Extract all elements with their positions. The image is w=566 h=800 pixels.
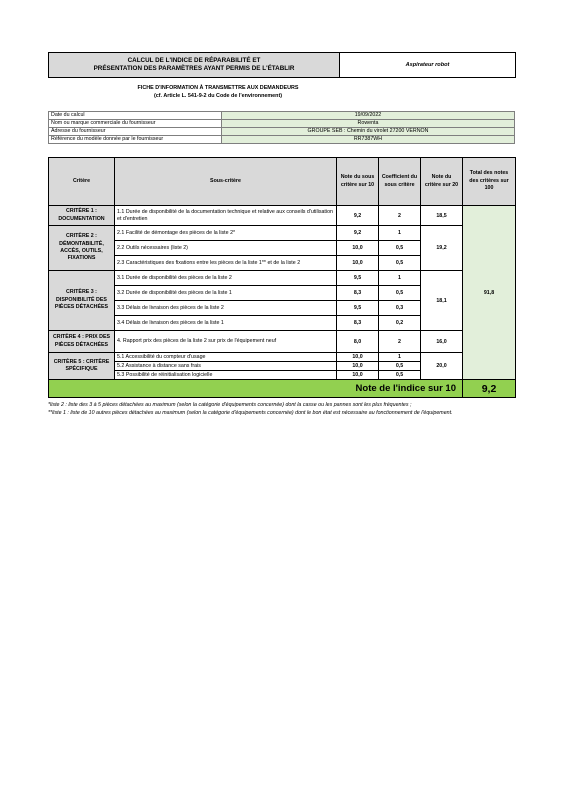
subtitle-line-2: (cf. Article L. 541-9-2 du Code de l'environnement)	[153, 93, 283, 99]
sub-criterion: 5.1 Accessibilité du compteur d'usage	[115, 353, 337, 362]
info-row	[49, 120, 515, 128]
info-label: Date du calcul	[49, 112, 222, 120]
info-value: RR7387WH	[222, 136, 515, 144]
header-note20: Note du critère sur 20	[421, 158, 463, 206]
criterion-score: 19,2	[421, 226, 463, 271]
supplier-info-table	[48, 111, 515, 144]
sub-criterion: 3.4 Délais de livraison des pièces de la liste 1	[115, 316, 337, 331]
coefficient: 0,5	[379, 362, 421, 371]
header-note10: Note du sous critère sur 10	[337, 158, 379, 206]
info-row	[49, 128, 515, 136]
coefficient: 2	[379, 206, 421, 226]
coefficient: 0,3	[379, 301, 421, 316]
sub-score: 10,0	[337, 256, 379, 271]
header-critere: Critère	[49, 158, 115, 206]
criterion-4: CRITÈRE 4 : PRIX DES PIÈCES DÉTACHÉES	[49, 331, 115, 353]
info-value: Rowenta	[222, 120, 515, 128]
sub-criterion: 2.1 Facilité de démontage des pièces de la liste 2*	[115, 226, 337, 241]
sub-score: 9,5	[337, 271, 379, 286]
footnote-list-1: **liste 1 : liste de 10 autres pièces détachées au maximum (selon la catégorie d'équipements concernée) dont le bon état est nécessaire au fonctionnement de l'équipement.	[48, 410, 453, 416]
total-score: 91,8	[463, 206, 516, 380]
sub-criterion: 5.2 Assistance à distance sans frais	[115, 362, 337, 371]
info-label: Nom ou marque commerciale du fournisseur	[49, 120, 222, 128]
info-value: 19/09/2022	[222, 112, 515, 120]
header-sous-critere: Sous-critère	[115, 158, 337, 206]
info-row	[49, 112, 515, 120]
sub-criterion: 3.1 Durée de disponibilité des pièces de la liste 2	[115, 271, 337, 286]
coefficient: 0,5	[379, 286, 421, 301]
coefficient: 0,2	[379, 316, 421, 331]
sub-score: 10,0	[337, 371, 379, 380]
table-row	[49, 331, 516, 353]
sub-criterion: 1.1 Durée de disponibilité de la documentation technique et relative aux conseils d'utilisation et d'entretien	[115, 206, 337, 226]
criterion-1: CRITÈRE 1 : DOCUMENTATION	[49, 206, 115, 226]
product-type: Aspirateur robot	[405, 62, 450, 68]
subtitle-line-1: FICHE D'INFORMATION À TRANSMETTRE AUX DEMANDEURS	[137, 85, 299, 91]
sub-criterion: 3.3 Délais de livraison des pièces de la liste 2	[115, 301, 337, 316]
sub-score: 8,3	[337, 286, 379, 301]
sub-criterion: 4. Rapport prix des pièces de la liste 2 sur prix de l'équipement neuf	[115, 331, 337, 353]
sub-score: 9,5	[337, 301, 379, 316]
sub-score: 10,0	[337, 241, 379, 256]
coefficient: 1	[379, 271, 421, 286]
criterion-5: CRITÈRE 5 : CRITÈRE SPÉCIFIQUE	[49, 353, 115, 380]
sub-criterion: 5.3 Possibilité de réinitialisation logicielle	[115, 371, 337, 380]
coefficient: 1	[379, 353, 421, 362]
sub-criterion: 2.3 Caractéristiques des fixations entre les pièces de la liste 1** et de la liste 2	[115, 256, 337, 271]
table-row	[49, 271, 516, 286]
sub-criterion: 2.2 Outils nécessaires (liste 2)	[115, 241, 337, 256]
sub-score: 10,0	[337, 353, 379, 362]
table-row	[49, 226, 516, 241]
coefficient: 2	[379, 331, 421, 353]
sub-score: 10,0	[337, 362, 379, 371]
document-title	[49, 53, 340, 77]
sub-score: 9,2	[337, 206, 379, 226]
sub-score: 8,3	[337, 316, 379, 331]
coefficient: 0,5	[379, 371, 421, 380]
table-header-row	[49, 158, 516, 206]
criterion-3: CRITÈRE 3 : DISPONIBILITÉ DES PIÈCES DÉTACHÉES	[49, 271, 115, 331]
header-total: Total des notes des critères sur 100	[463, 158, 516, 206]
info-row	[49, 136, 515, 144]
criterion-2: CRITÈRE 2 : DÉMONTABILITÉ, ACCÈS, OUTILS, FIXATIONS	[49, 226, 115, 271]
info-label: Adresse du fournisseur	[49, 128, 222, 136]
table-row	[49, 353, 516, 362]
coefficient: 0,5	[379, 256, 421, 271]
criterion-score: 18,5	[421, 206, 463, 226]
table-row	[49, 206, 516, 226]
sub-score: 9,2	[337, 226, 379, 241]
title-line-1: CALCUL DE L'INDICE DE RÉPARABILITÉ ET	[127, 56, 261, 64]
criterion-score: 18,1	[421, 271, 463, 331]
criterion-score: 16,0	[421, 331, 463, 353]
criterion-score: 20,0	[421, 353, 463, 380]
final-score-row	[49, 380, 516, 398]
final-score-label: Note de l'indice sur 10	[49, 380, 463, 398]
footnote-list-2: *liste 2 : liste des 3 à 5 pièces détachées au maximum (selon la catégorie d'équipements concernée) dont la casse ou les pannes sont les plus fréquentes ;	[48, 402, 412, 408]
sub-criterion: 3.2 Durée de disponibilité des pièces de la liste 1	[115, 286, 337, 301]
info-label: Référence du modèle donnée par le fournisseur	[49, 136, 222, 144]
coefficient: 1	[379, 226, 421, 241]
coefficient: 0,5	[379, 241, 421, 256]
header-coef: Coefficient du sous critère	[379, 158, 421, 206]
sub-score: 8,0	[337, 331, 379, 353]
repairability-table	[48, 157, 516, 398]
title-line-2: PRÉSENTATION DES PARAMÈTRES AYANT PERMIS DE L'ÉTABLIR	[93, 65, 295, 72]
info-value: GROUPE SEB : Chemin du virolet 27200 VERNON	[222, 128, 515, 136]
final-score-value: 9,2	[463, 380, 516, 398]
header-box	[48, 52, 516, 78]
